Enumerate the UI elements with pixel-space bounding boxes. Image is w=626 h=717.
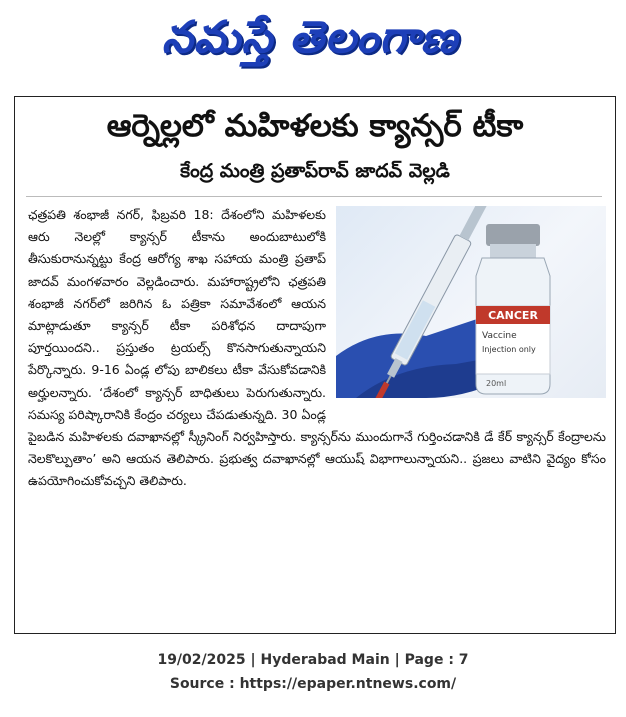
footer-separator: | <box>250 652 261 668</box>
headline-divider <box>26 196 602 197</box>
footer-page: Page : 7 <box>404 652 469 668</box>
vial-label: CANCER <box>488 309 538 322</box>
footer-edition: Hyderabad Main <box>260 652 390 668</box>
vaccine-illustration <box>336 206 606 398</box>
article-body-text: ఛత్రపతి శంభాజీ నగర్, ఫిబ్రవరి 18: దేశంలోని మహిళలకు ఆరు నెలల్లో క్యాన్సర్ టీకాను అందుబాటులోకి తీసుకురానున్నట్టు కేంద్ర ఆరోగ్య శాఖ సహాయ మంత్రి ప్రతాప్ జాదవ్ మంగళవారం వెల్లడించారు. మహారాష్ట్రలోని ఛత్రపతి శంభాజీ నగర్‌లో జరిగిన ఓ పత్రికా సమావేశంలో ఆయన మాట్లాడుతూ క్యాన్సర్ టీకా పరిశోధన దాదాపుగా పూర్తయిందని.. ప్రస్తుతం ట్రయల్స్ కొనసాగుతున్నాయని పేర్కొన్నారు. 9-16 ఏండ్ల లోపు బాలికలు టీకా వేసుకోవడానికి అర్హులన్నారు. ‘దేశంలో క్యాన్సర్ బాధితులు పెరుగుతున్నారు. సమస్య పరిష్కారానికి కేంద్రం చర్యలు చేపడుతున్నది. 30 ఏండ్ల పైబడిన మహిళలకు దవాఖానల్లో స్క్రీనింగ్ నిర్వహిస్తారు. క్యాన్సర్‌ను ముందుగానే గుర్తించడానికి డే కేర్ క్యాన్సర్ కేంద్రాలను నెలకొల్పుతాం’ అని ఆయన తెలిపారు. ప్రభుత్వ దవాఖానల్లో ఆయుష్ విభాగాలున్నాయని.. ప్రజలు వాటిని వైద్యం కోసం ఉపయోగించుకోవచ్చని తెలిపారు. <box>28 207 606 489</box>
article-body <box>28 204 606 493</box>
footer-source: Source : https://epaper.ntnews.com/ <box>169 676 457 692</box>
vial-line-2: Injection only <box>482 345 536 354</box>
vial-line-1: Vaccine <box>482 331 517 341</box>
newspaper-masthead: నమస్తే తెలంగాణ <box>161 12 459 63</box>
footer-date: 19/02/2025 <box>157 652 246 668</box>
vial-volume: 20ml <box>486 379 507 388</box>
vaccine-photo <box>336 206 606 398</box>
article-subheadline: కేంద్ర మంత్రి ప్రతాప్‌రావ్ జాదవ్ వెల్లడి <box>180 159 450 182</box>
article-headline: ఆర్నెల్లలో మహిళలకు క్యాన్సర్ టీకా <box>106 107 524 144</box>
footer-separator: | <box>394 652 405 668</box>
footer-meta <box>0 652 626 674</box>
